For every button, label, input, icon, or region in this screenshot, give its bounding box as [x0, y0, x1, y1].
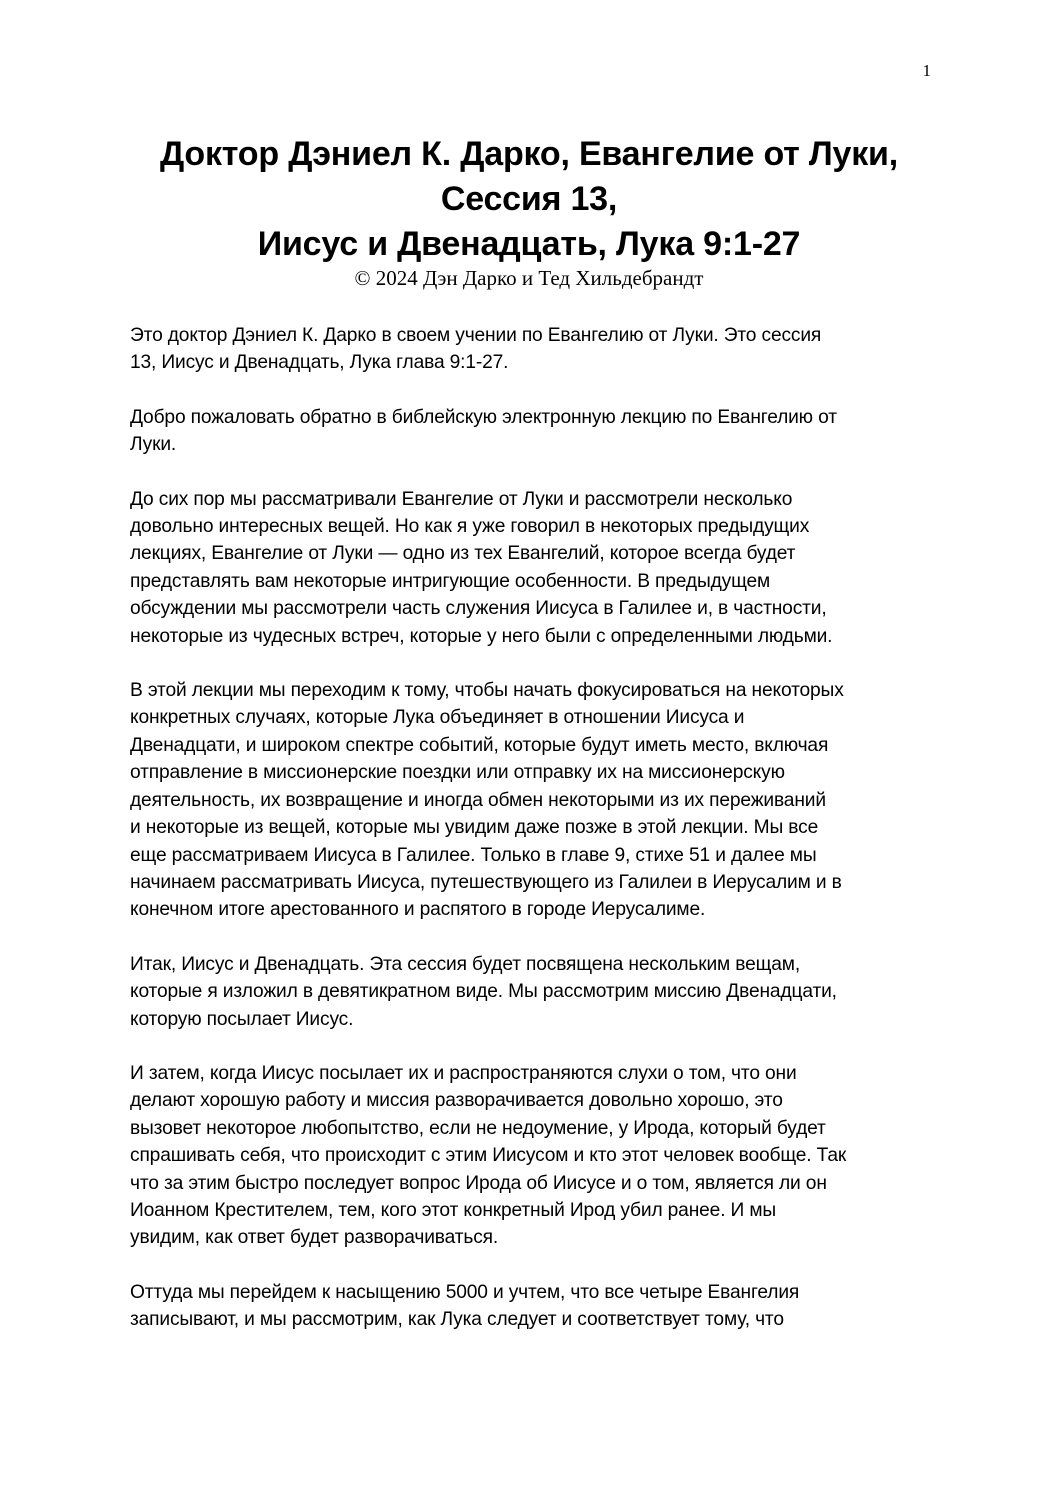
paragraph-line: И затем, когда Иисус посылает их и распространяются слухи о том, что они: [130, 1062, 797, 1084]
paragraph-line: лекциях, Евангелие от Луки — одно из тех Евангелий, которое всегда будет: [130, 543, 796, 565]
paragraph: [130, 1279, 930, 1334]
title-line-3: Иисус и Двенадцать, Лука 9:1-27: [257, 225, 801, 263]
paragraph: [130, 404, 930, 459]
paragraph-line: деятельность, их возвращение и иногда обмен некоторыми из их переживаний: [130, 789, 826, 811]
title-line-2: Сессия 13,: [440, 180, 618, 218]
paragraph: [130, 677, 930, 924]
paragraph: [130, 322, 930, 377]
paragraph-line: Добро пожаловать обратно в библейскую электронную лекцию по Евангелию от: [130, 406, 837, 428]
paragraph-line: спрашивать себя, что происходит с этим Иисусом и кто этот человек вообще. Так: [130, 1145, 847, 1167]
paragraph-line: Луки.: [130, 434, 177, 456]
copyright-notice: © 2024 Дэн Дарко и Тед Хильдебрандт: [354, 266, 704, 290]
paragraph-line: делают хорошую работу и миссия разворачивается довольно хорошо, это: [130, 1090, 783, 1112]
paragraph-line: еще рассматриваем Иисуса в Галилее. Только в главе 9, стихе 51 и далее мы: [130, 844, 817, 866]
paragraph-line: обсуждении мы рассмотрели часть служения Иисуса в Галилее и, в частности,: [130, 598, 827, 620]
title-line-1: Доктор Дэниел К. Дарко, Евангелие от Луки,: [159, 135, 899, 173]
paragraph: [130, 486, 930, 650]
paragraph-line: представлять вам некоторые интригующие особенности. В предыдущем: [130, 570, 771, 592]
paragraph-line: которые я изложил в девятикратном виде. Мы рассмотрим миссию Двенадцати,: [130, 981, 837, 1003]
paragraph-line: 13, Иисус и Двенадцать, Лука глава 9:1-27.: [130, 352, 509, 374]
paragraph-line: конечном итоге арестованного и распятого в городе Иерусалиме.: [130, 899, 706, 921]
paragraph-line: увидим, как ответ будет разворачиваться.: [130, 1227, 499, 1249]
body-text: [130, 322, 930, 1361]
page-number: 1: [922, 61, 931, 80]
paragraph-line: которую посылает Иисус.: [130, 1008, 354, 1030]
paragraph-line: Иоанном Крестителем, тем, кого этот конкретный Ирод убил ранее. И мы: [130, 1199, 777, 1221]
paragraph-line: записывают, и мы рассмотрим, как Лука следует и соответствует тому, что: [130, 1309, 784, 1331]
paragraph-line: Итак, Иисус и Двенадцать. Эта сессия будет посвящена нескольким вещам,: [130, 953, 801, 975]
paragraph-line: довольно интересных вещей. Но как я уже говорил в некоторых предыдущих: [130, 516, 810, 538]
paragraph-line: конкретных случаях, которые Лука объединяет в отношении Иисуса и: [130, 707, 745, 729]
paragraph-line: вызовет некоторое любопытство, если не недоумение, у Ирода, который будет: [130, 1117, 826, 1139]
document-title: [80, 132, 978, 289]
paragraph-line: что за этим быстро последует вопрос Ирода об Иисусе и о том, является ли он: [130, 1172, 827, 1194]
paragraph-line: начинаем рассматривать Иисуса, путешествующего из Галилеи в Иерусалим и в: [130, 871, 842, 893]
paragraph-line: некоторые из чудесных встреч, которые у него были с определенными людьми.: [130, 625, 833, 647]
paragraph: [130, 951, 930, 1033]
paragraph: [130, 1060, 930, 1252]
paragraph-line: До сих пор мы рассматривали Евангелие от Луки и рассмотрели несколько: [130, 488, 793, 510]
paragraph-line: отправление в миссионерские поездки или отправку их на миссионерскую: [130, 762, 785, 784]
paragraph-line: Двенадцати, и широком спектре событий, которые будут иметь место, включая: [130, 734, 829, 756]
paragraph-line: Оттуда мы перейдем к насыщению 5000 и учтем, что все четыре Евангелия: [130, 1281, 800, 1303]
paragraph-line: Это доктор Дэниел К. Дарко в своем учении по Евангелию от Луки. Это сессия: [130, 325, 822, 346]
paragraph-line: В этой лекции мы переходим к тому, чтобы начать фокусироваться на некоторых: [130, 680, 844, 702]
paragraph-line: и некоторые из вещей, которые мы увидим даже позже в этой лекции. Мы все: [130, 817, 819, 839]
